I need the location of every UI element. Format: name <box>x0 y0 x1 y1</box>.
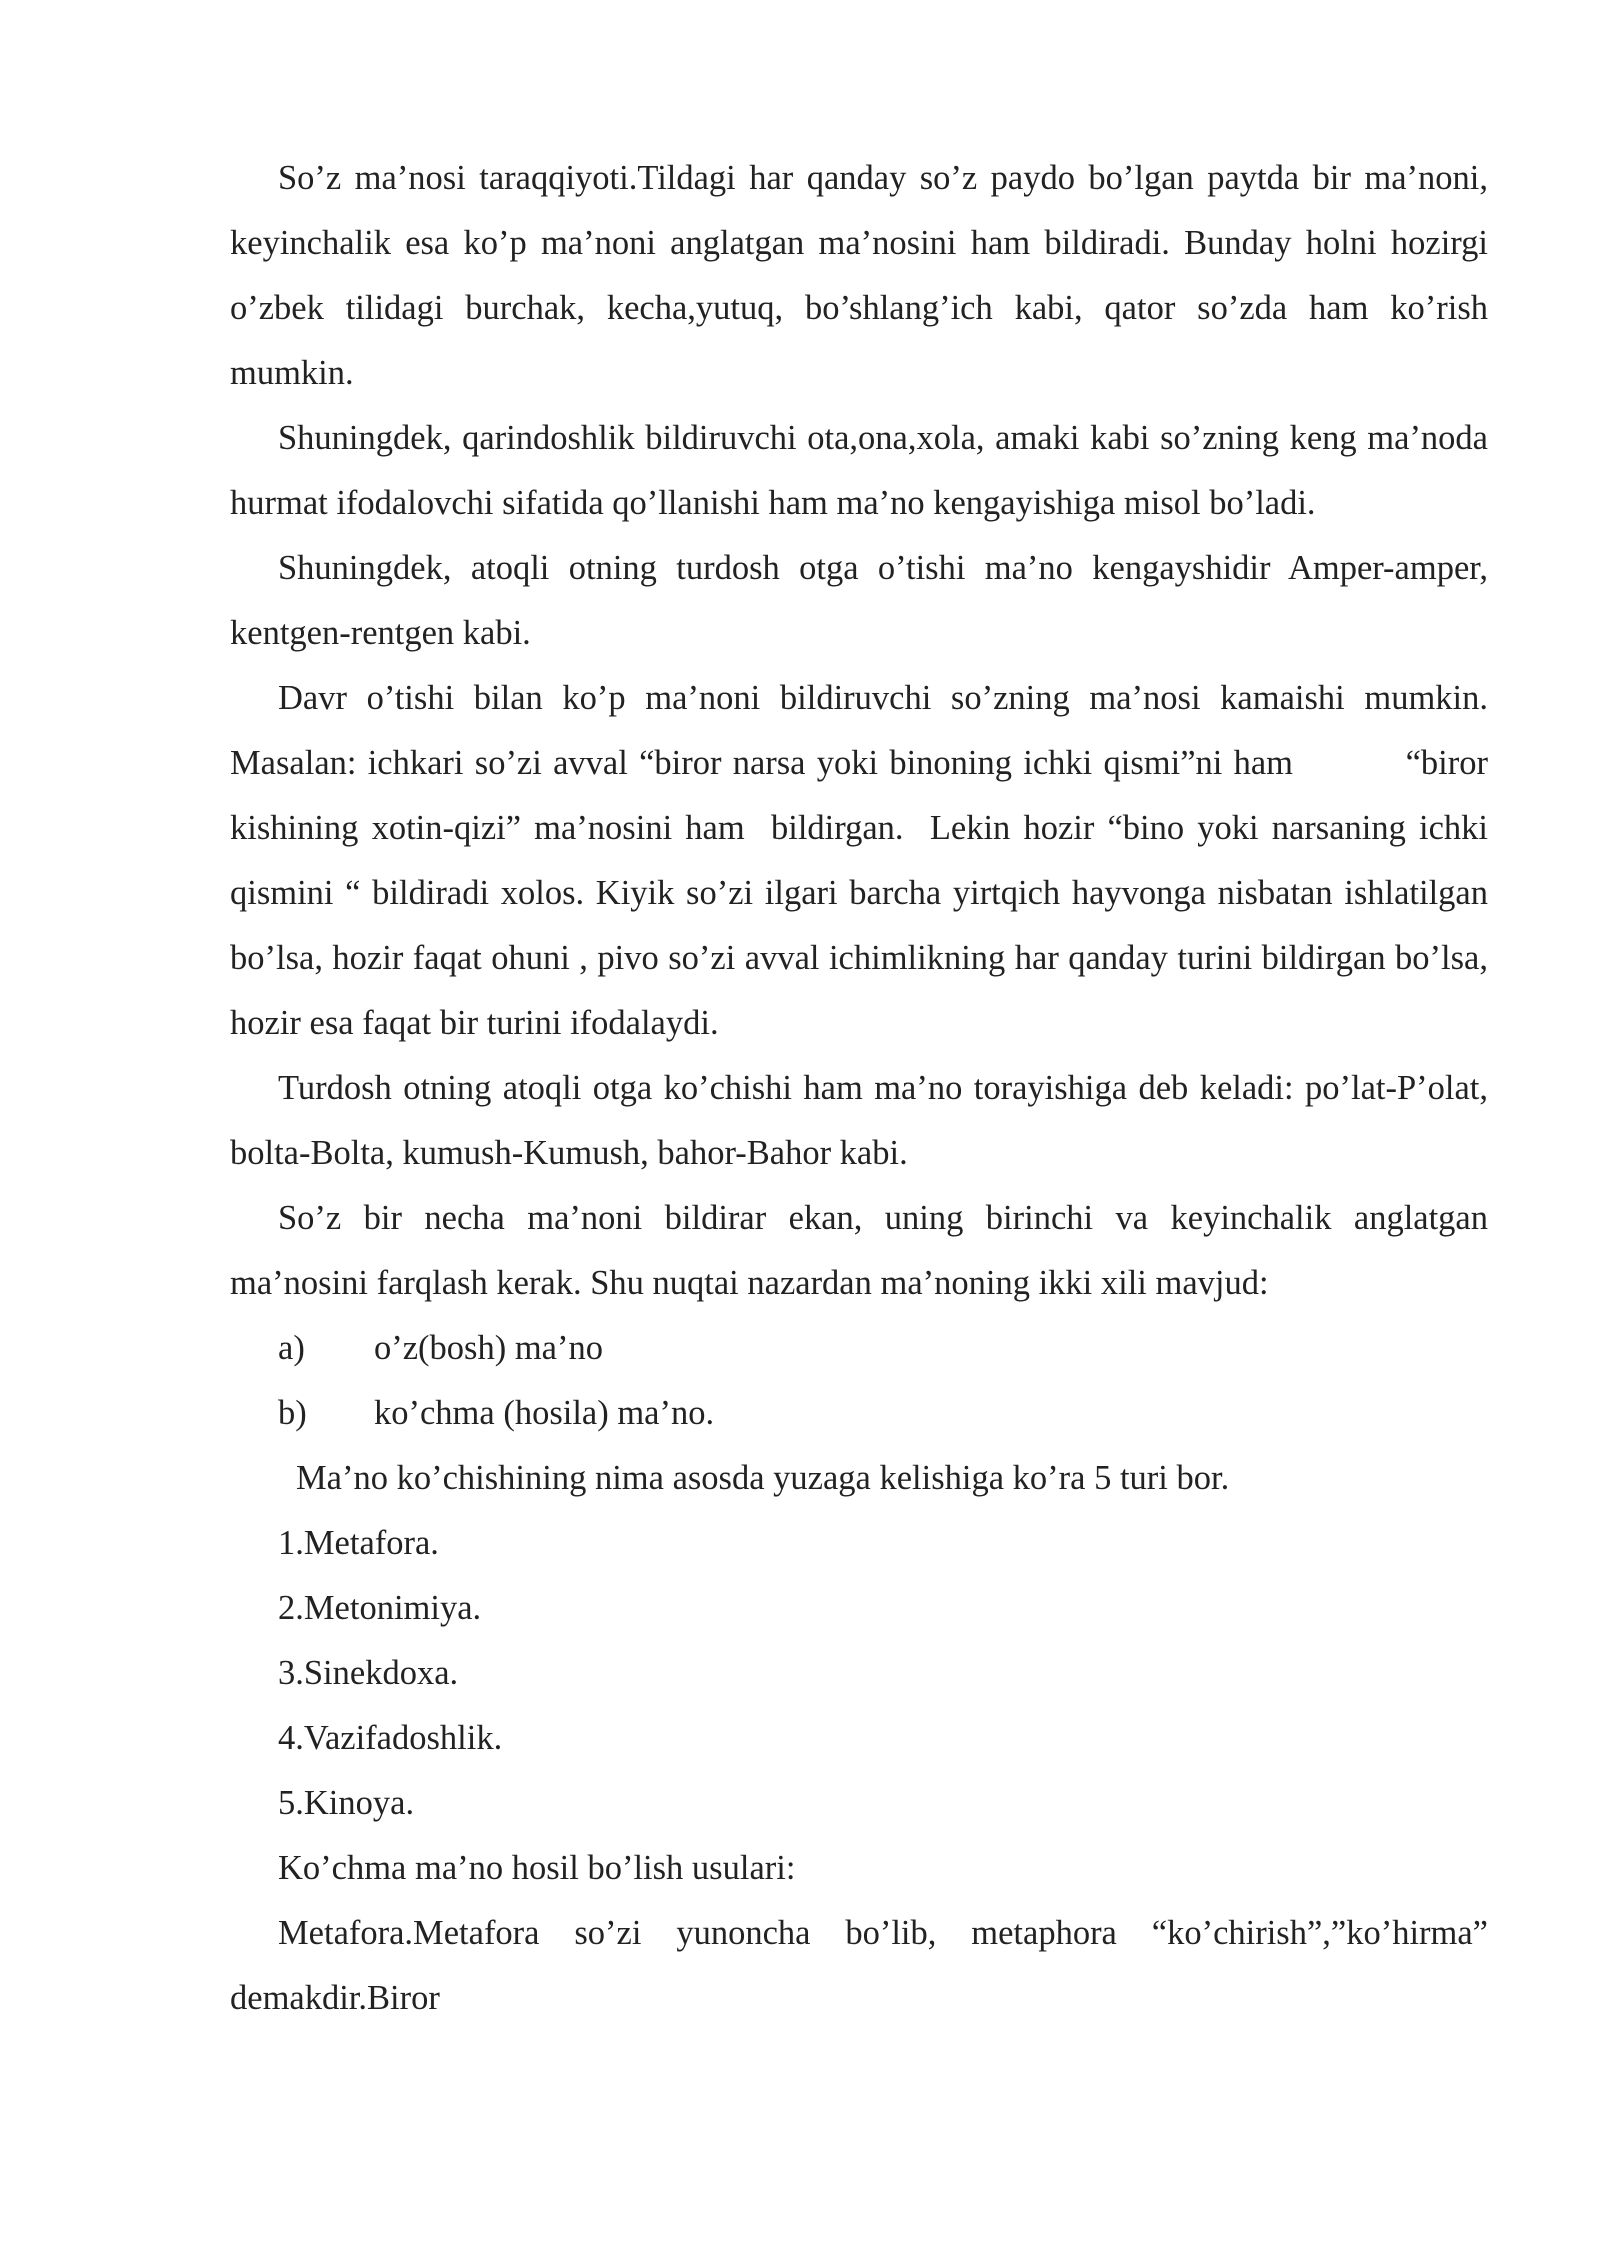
list-item: 4.Vazifadoshlik. <box>278 1719 503 1757</box>
list-item: 5.Kinoya. <box>278 1784 415 1822</box>
list-item: 2.Metonimiya. <box>278 1589 482 1627</box>
methods-heading: Ko’chma ma’no hosil bo’lish usulari: <box>278 1849 796 1887</box>
types-intro-line: Ma’no ko’chishining nima asosda yuzaga kelishiga ko’ra 5 turi bor. <box>296 1459 1230 1497</box>
list-item <box>278 1381 1488 1446</box>
list-item <box>278 1316 1488 1381</box>
list-item-text: o’z(bosh) ma’no <box>374 1329 603 1367</box>
list-item: 3.Sinekdoxa. <box>278 1654 459 1692</box>
paragraph-common-to-proper: Turdosh otning atoqli otga ko’chishi ham ma’no torayishiga deb keladi: po’lat-P’olat, bolta-Bolta, kumush-Kumush, bahor-Bahor kabi. <box>230 1069 1488 1172</box>
document-page <box>230 146 1497 2031</box>
paragraph-meaning-development: So’z ma’nosi taraqqiyoti.Tildagi har qanday so’z paydo bo’lgan paytda bir ma’noni, keyinchalik esa ko’p ma’noni anglatgan ma’nosini ham bildiradi. Bunday holni hozirgi o’zbek tilidagi burchak, kecha,yutuq, bo’shlang’ich kabi, qator so’zda ham ko’rish mumkin. <box>230 159 1488 392</box>
paragraph-metafora: Metafora.Metafora so’zi yunoncha bo’lib, metaphora “ko’chirish”,”ko’hirma” demakdir.Biror <box>230 1914 1488 2017</box>
list-item-text: ko’chma (hosila) ma’no. <box>374 1394 715 1432</box>
paragraph-meaning-kinds: So’z bir necha ma’noni bildirar ekan, uning birinchi va keyinchalik anglatgan ma’nosini farqlash kerak. Shu nuqtai nazardan ma’noning ikki xili mavjud: <box>230 1199 1488 1302</box>
meaning-shift-types-list <box>230 1511 1488 1836</box>
paragraph-kinship-words: Shuningdek, qarindoshlik bildiruvchi ota,ona,xola, amaki kabi so’zning keng ma’noda hurmat ifodalovchi sifatida qo’llanishi ham ma’no kengayishiga misol bo’ladi. <box>230 419 1488 522</box>
paragraph-meaning-narrowing: Davr o’tishi bilan ko’p ma’noni bildiruvchi so’zning ma’nosi kamaishi mumkin. Masalan: ichkari so’zi avval “biror narsa yoki binoning ichki qismi”ni ham “biror kishining xotin-qizi” ma’nosini ham bildirgan. Lekin hozir “bino yoki narsaning ichki qismini “ bildiradi xolos. Kiyik so’zi ilgari barcha yirtqich hayvonga nisbatan ishlatilgan bo’lsa, hozir faqat ohuni , pivo so’zi avval ichimlikning har qanday turini bildirgan bo’lsa, hozir esa faqat bir turini ifodalaydi. <box>230 679 1497 1042</box>
list-marker: b) <box>278 1394 307 1432</box>
list-item: 1.Metafora. <box>278 1524 439 1562</box>
list-marker: a) <box>278 1329 305 1367</box>
meaning-types-list <box>230 1316 1488 1446</box>
paragraph-proper-to-common: Shuningdek, atoqli otning turdosh otga o’tishi ma’no kengayshidir Amper-amper, kentgen-rentgen kabi. <box>230 549 1488 652</box>
